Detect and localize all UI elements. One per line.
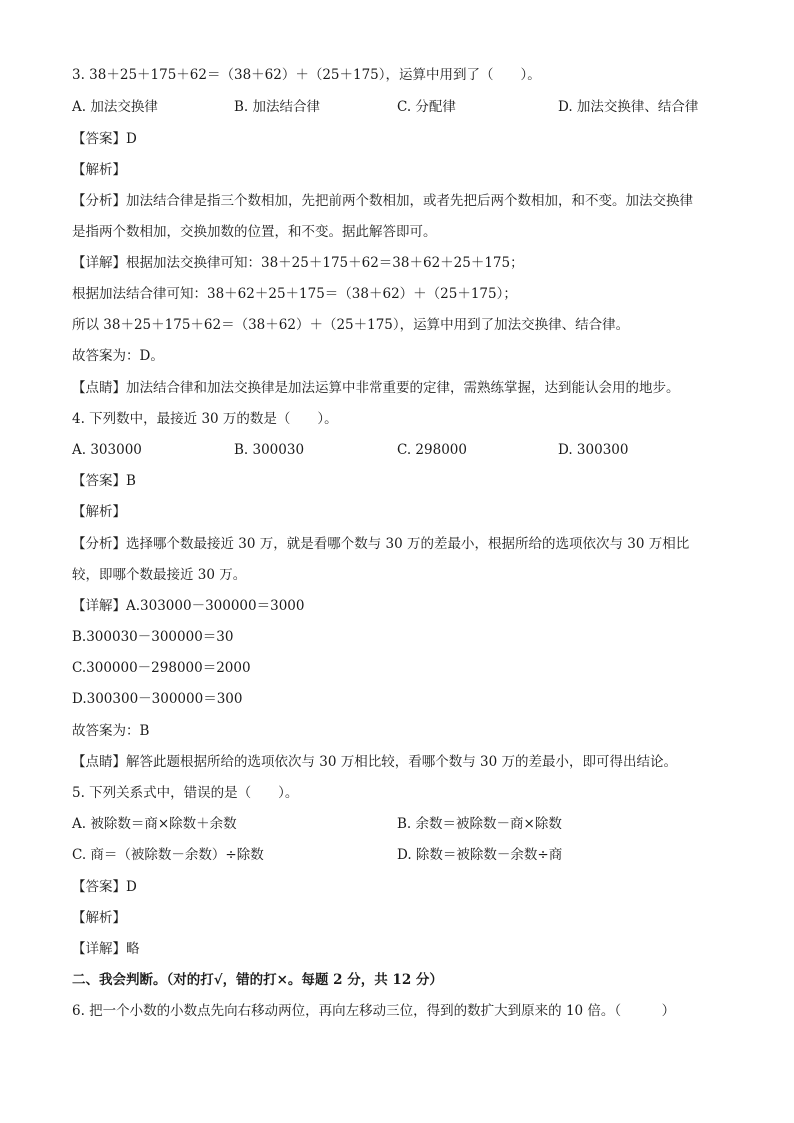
q4-comment: 【点睛】解答此题根据所给的选项依次与 30 万相比较，看哪个数与 30 万的差最小，即可得出结论。 (72, 754, 678, 770)
q5-answer: 【答案】D (72, 879, 137, 895)
q4-detail-line-3: C.300000－298000＝2000 (72, 660, 251, 676)
q3-options (72, 98, 722, 116)
q5-option-b: B. 余数＝被除数－商×除数 (397, 816, 562, 832)
q5-option-d: D. 除数＝被除数－余数÷商 (397, 847, 563, 863)
q3-detail-line-2: 根据加法结合律可知：38＋62＋25＋175＝（38＋62）＋（25＋175）； (72, 286, 517, 302)
section-2-heading: 二、我会判断。（对的打√，错的打×。每题 2 分，共 12 分） (72, 972, 443, 988)
q4-conclusion: 故答案为：B (72, 723, 150, 739)
q3-detail-line-1: 【详解】根据加法交换律可知：38＋25＋175＋62＝38＋62＋25＋175； (72, 255, 524, 271)
q3-option-d: D. 加法交换律、结合律 (558, 99, 699, 115)
q3-analysis-label: 【解析】 (72, 162, 126, 178)
q4-options (72, 441, 722, 459)
q4-detail-line-1: 【详解】A.303000－300000＝3000 (72, 598, 305, 614)
q4-option-a: A. 303000 (72, 442, 142, 458)
q3-answer: 【答案】D (72, 131, 137, 147)
q3-conclusion: 故答案为：D。 (72, 348, 164, 364)
q4-analysis-line-1: 【分析】选择哪个数最接近 30 万，就是看哪个数与 30 万的差最小，根据所给的选项依次与 30 万相比 (72, 536, 690, 552)
q5-option-c: C. 商＝（被除数－余数）÷除数 (72, 847, 264, 863)
q4-analysis-label: 【解析】 (72, 504, 126, 520)
q4-analysis-line-2: 较，即哪个数最接近 30 万。 (72, 567, 247, 583)
q3-option-a: A. 加法交换律 (72, 99, 158, 115)
q5-stem: 5. 下列关系式中，错误的是（ ）。 (72, 785, 299, 801)
q3-option-c: C. 分配律 (397, 99, 456, 115)
q3-stem: 3. 38＋25＋175＋62＝（38＋62）＋（25＋175），运算中用到了（ ）。 (72, 67, 541, 83)
q5-options-row-2 (72, 846, 722, 864)
q4-detail-line-2: B.300030－300000＝30 (72, 629, 234, 645)
q4-option-d: D. 300300 (558, 442, 629, 458)
q4-answer: 【答案】B (72, 473, 136, 489)
q5-analysis-label: 【解析】 (72, 910, 126, 926)
q6-stem: 6. 把一个小数的小数点先向右移动两位，再向左移动三位，得到的数扩大到原来的 10 倍。（ ） (72, 1003, 676, 1019)
q4-detail-line-4: D.300300－300000＝300 (72, 691, 243, 707)
q5-detail: 【详解】略 (72, 941, 140, 957)
q3-analysis-line-1: 【分析】加法结合律是指三个数相加，先把前两个数相加，或者先把后两个数相加，和不变。加法交换律 (72, 193, 693, 209)
q3-analysis-line-2: 是指两个数相加，交换加数的位置，和不变。据此解答即可。 (72, 224, 437, 240)
q5-options-row-1 (72, 815, 722, 833)
q4-stem: 4. 下列数中，最接近 30 万的数是（ ）。 (72, 411, 338, 427)
q4-option-c: C. 298000 (397, 442, 467, 458)
q3-comment: 【点睛】加法结合律和加法交换律是加法运算中非常重要的定律，需熟练掌握，达到能认会用的地步。 (72, 380, 680, 396)
q5-option-a: A. 被除数＝商×除数＋余数 (72, 816, 237, 832)
q3-detail-line-3: 所以 38＋25＋175＋62＝（38＋62）＋（25＋175），运算中用到了加法交换律、结合律。 (72, 317, 630, 333)
q4-option-b: B. 300030 (234, 442, 305, 458)
q3-option-b: B. 加法结合律 (234, 99, 321, 115)
